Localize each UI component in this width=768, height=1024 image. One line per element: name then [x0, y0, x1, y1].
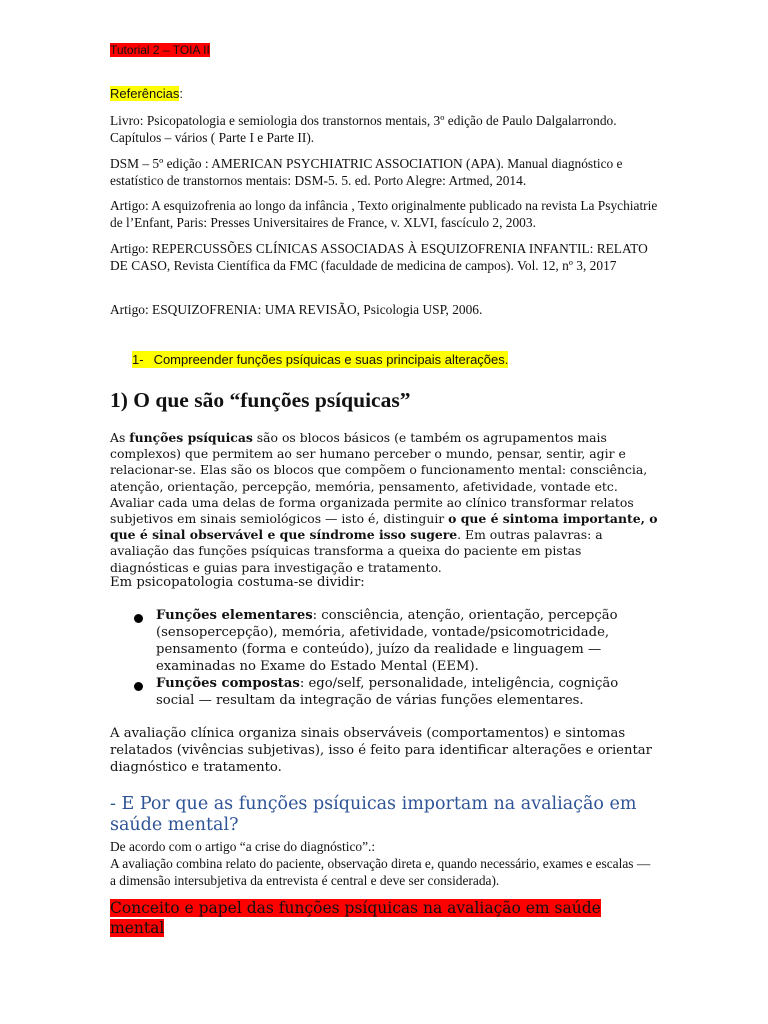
list-item-text: : ego/self, personalidade, inteligência, cognição social — resultam da integração de várias funções elementares. [156, 676, 619, 708]
tutorial-header [110, 42, 210, 58]
list-item-bold: Funções elementares [156, 608, 313, 623]
references-heading [110, 85, 183, 102]
objective-number: 1- [132, 352, 144, 367]
reference-item: Artigo: REPERCUSSÕES CLÍNICAS ASSOCIADAS À ESQUIZOFRENIA INFANTIL: RELATO DE CASO, Revista Científica da FMC (faculdade de medicina de campos). Vol. 12, nº 3, 2017 [110, 241, 648, 273]
functions-list [110, 607, 658, 709]
bullet-icon [134, 682, 143, 691]
reference-item: Artigo: ESQUIZOFRENIA: UMA REVISÃO, Psicologia USP, 2006. [110, 302, 483, 317]
list-item-text: : consciência, atenção, orientação, percepção (sensopercepção), memória, afetividade, vontade/psicomotricidade, pensamento (forma e conteúdo), juízo da realidade e linguagem — examinadas no Exame do Estado Mental (EEM). [156, 608, 618, 674]
concept-heading [110, 898, 658, 938]
para-text: . Em outras palavras: a avaliação das funções psíquicas transforma a queixa do paciente em pistas diagnósticas e guias para investigação e tratamento. [110, 527, 603, 575]
reference-item: Livro: Psicopatologia e semiologia dos transtornos mentais, 3º edição de Paulo Dalgalarrondo. Capítulos – vários ( Parte I e Parte II). [110, 113, 617, 145]
para-text: As [110, 430, 130, 445]
objective-item [132, 351, 508, 368]
bullet-icon [134, 614, 143, 623]
assessment-description: A avaliação combina relato do paciente, observação direta e, quando necessário, exames e escalas — a dimensão intersubjetiva da entrevista é central e deve ser considerada). [110, 856, 651, 888]
references-label: Referências [110, 86, 180, 101]
clinical-assessment-paragraph: A avaliação clínica organiza sinais observáveis (comportamentos) e sintomas relatados (vivências subjetivas), isso é feito para identificar alterações e orientar diagnóstico e tratamento. [110, 726, 652, 775]
list-item-bold: Funções compostas [156, 676, 300, 691]
section1-heading: 1) O que são “funções psíquicas” [110, 388, 411, 412]
reference-item: Artigo: A esquizofrenia ao longo da infância , Texto originalmente publicado na revista La Psychiatrie de l’Enfant, Paris: Presses Universitaires de France, v. XLVI, fascículo 2, 2003. [110, 198, 658, 230]
reference-item: DSM – 5º edição : AMERICAN PSYCHIATRIC ASSOCIATION (APA). Manual diagnóstico e estatístico de transtornos mentais: DSM-5. 5. ed. Porto Alegre: Artmed, 2014. [110, 156, 623, 188]
division-lead: Em psicopatologia costuma-se dividir: [110, 575, 365, 590]
section2-heading: - E Por que as funções psíquicas importam na avaliação em saúde mental? [110, 794, 637, 835]
article-reference-line: De acordo com o artigo “a crise do diagnóstico”.: [110, 839, 376, 854]
tutorial-label: Tutorial 2 – TOIA II [110, 43, 210, 57]
para-bold: funções psíquicas [129, 430, 253, 445]
references-colon: : [179, 86, 183, 101]
para-text: são os blocos básicos (e também os agrupamentos mais complexos) que permitem ao ser humano perceber o mundo, pensar, sentir, agir e relacionar-se. Elas são os blocos que compõem o funcionamento mental: consciência, atenção, orientação, percepção, memória, pensamento, afetividade, vontade etc. Avaliar cada uma delas de forma organizada permite ao clínico transformar relatos subjetivos em sinais semiológicos — isto é, distinguir [110, 430, 648, 527]
objective-text: Compreender funções psíquicas e suas principais alterações. [153, 352, 509, 367]
para-bold: o que é sintoma importante, o que é sinal observável e que síndrome isso sugere [110, 511, 658, 543]
list-item [110, 675, 658, 709]
list-item [110, 607, 658, 675]
concept-label: Conceito e papel das funções psíquicas na avaliação em saúde mental [110, 899, 601, 937]
section1-paragraph [110, 430, 658, 576]
